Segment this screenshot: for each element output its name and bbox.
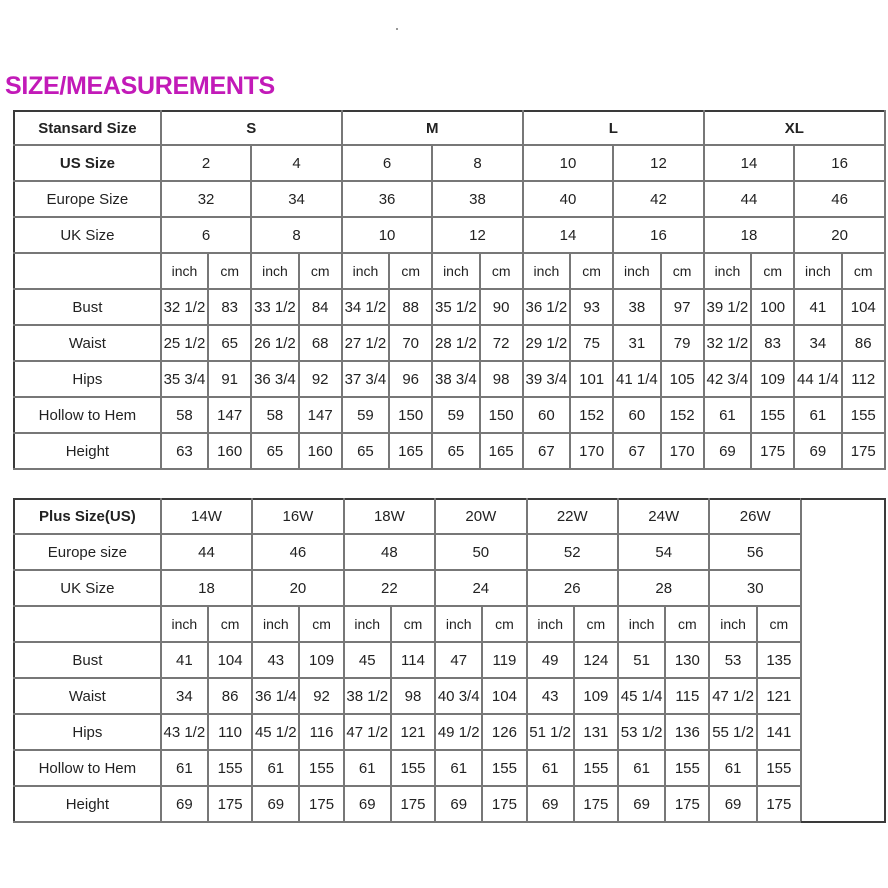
unit-header-row: [14, 253, 885, 289]
measurement-value: 69: [344, 786, 391, 822]
measurement-value: 155: [208, 750, 252, 786]
measurement-value: 70: [389, 325, 432, 361]
measurement-value: 150: [389, 397, 432, 433]
size-value: 14: [704, 145, 794, 181]
unit-label: cm: [757, 606, 801, 642]
size-value: 34: [251, 181, 342, 217]
measurement-value: 42 3/4: [704, 361, 751, 397]
measurement-value: 119: [482, 642, 526, 678]
plus-size-table: [13, 498, 802, 823]
measurement-value: 61: [252, 750, 299, 786]
measurement-value: 59: [342, 397, 389, 433]
unit-label: inch: [618, 606, 665, 642]
measurement-value: 116: [299, 714, 343, 750]
row-label: US Size: [14, 145, 161, 181]
measurement-value: 175: [299, 786, 343, 822]
measurement-value: 31: [613, 325, 660, 361]
measurement-value: 83: [208, 289, 251, 325]
measurement-value: 147: [208, 397, 251, 433]
measurement-row: [14, 714, 801, 750]
size-value: 6: [342, 145, 432, 181]
size-value: 2: [161, 145, 251, 181]
unit-label: cm: [665, 606, 709, 642]
measurement-value: 61: [161, 750, 208, 786]
measurement-value: 160: [299, 433, 342, 469]
size-value: 44: [704, 181, 794, 217]
measurement-value: 155: [665, 750, 709, 786]
measurement-value: 69: [618, 786, 665, 822]
unit-label: inch: [794, 253, 841, 289]
measurement-value: 69: [704, 433, 751, 469]
measurement-value: 104: [482, 678, 526, 714]
measurement-value: 26 1/2: [251, 325, 298, 361]
size-row: [14, 534, 801, 570]
unit-label: inch: [435, 606, 482, 642]
size-group-s: S: [161, 111, 342, 145]
measurement-value: 100: [751, 289, 794, 325]
plus-table-blank-area: [801, 498, 886, 823]
size-value: 56: [709, 534, 801, 570]
plus-size-22w: 22W: [527, 499, 618, 534]
measurement-value: 109: [299, 642, 343, 678]
measurement-value: 67: [523, 433, 570, 469]
measurement-value: 65: [432, 433, 479, 469]
size-value: 8: [432, 145, 522, 181]
measurement-row: [14, 289, 885, 325]
measurement-value: 155: [751, 397, 794, 433]
size-value: 42: [613, 181, 704, 217]
unit-label: inch: [704, 253, 751, 289]
row-label: UK Size: [14, 570, 161, 606]
measurement-value: 124: [574, 642, 618, 678]
measurement-value: 92: [299, 678, 343, 714]
size-group-m: M: [342, 111, 523, 145]
measurement-value: 147: [299, 397, 342, 433]
measurement-value: 39 1/2: [704, 289, 751, 325]
measurement-row: [14, 750, 801, 786]
measurement-value: 141: [757, 714, 801, 750]
page-title: SIZE/MEASUREMENTS: [5, 72, 275, 100]
size-value: 4: [251, 145, 342, 181]
unit-label: inch: [161, 606, 208, 642]
unit-label: inch: [527, 606, 574, 642]
unit-label: cm: [482, 606, 526, 642]
measurement-value: 60: [523, 397, 570, 433]
size-value: 40: [523, 181, 613, 217]
measurement-value: 92: [299, 361, 342, 397]
size-value: 48: [344, 534, 435, 570]
unit-header-row: [14, 606, 801, 642]
measurement-value: 43: [527, 678, 574, 714]
measurement-value: 104: [208, 642, 252, 678]
measurement-value: 79: [661, 325, 704, 361]
measurement-row: [14, 642, 801, 678]
measurement-value: 175: [665, 786, 709, 822]
measurement-value: 29 1/2: [523, 325, 570, 361]
measurement-value: 32 1/2: [704, 325, 751, 361]
size-value: 10: [342, 217, 432, 253]
measurement-value: 126: [482, 714, 526, 750]
size-value: 14: [523, 217, 613, 253]
measurement-value: 34: [161, 678, 208, 714]
size-group-l: L: [523, 111, 704, 145]
size-value: 30: [709, 570, 801, 606]
measurement-value: 96: [389, 361, 432, 397]
measurement-value: 61: [794, 397, 841, 433]
size-value: 18: [704, 217, 794, 253]
measurement-value: 39 3/4: [523, 361, 570, 397]
measurement-value: 165: [480, 433, 523, 469]
size-value: 54: [618, 534, 709, 570]
measurement-value: 69: [527, 786, 574, 822]
measurement-value: 40 3/4: [435, 678, 482, 714]
measurement-value: 72: [480, 325, 523, 361]
measurement-value: 28 1/2: [432, 325, 479, 361]
measurement-value: 61: [709, 750, 756, 786]
measurement-value: 105: [661, 361, 704, 397]
measurement-value: 115: [665, 678, 709, 714]
measurement-value: 41: [794, 289, 841, 325]
unit-label: cm: [661, 253, 704, 289]
size-row: [14, 181, 885, 217]
unit-label: inch: [251, 253, 298, 289]
measurement-label: Hollow to Hem: [14, 397, 161, 433]
measurement-value: 93: [570, 289, 613, 325]
size-value: 26: [527, 570, 618, 606]
measurement-value: 44 1/4: [794, 361, 841, 397]
measurement-value: 61: [435, 750, 482, 786]
measurement-value: 175: [208, 786, 252, 822]
measurement-value: 36 1/2: [523, 289, 570, 325]
measurement-value: 152: [570, 397, 613, 433]
measurement-value: 152: [661, 397, 704, 433]
measurement-value: 175: [574, 786, 618, 822]
measurement-value: 61: [704, 397, 751, 433]
measurement-label: Bust: [14, 642, 161, 678]
size-row: [14, 145, 885, 181]
measurement-value: 25 1/2: [161, 325, 208, 361]
size-value: 12: [613, 145, 704, 181]
measurement-value: 69: [435, 786, 482, 822]
measurement-value: 34: [794, 325, 841, 361]
unit-label: cm: [842, 253, 885, 289]
measurement-value: 69: [794, 433, 841, 469]
measurement-value: 59: [432, 397, 479, 433]
measurement-value: 155: [482, 750, 526, 786]
measurement-value: 41: [161, 642, 208, 678]
measurement-value: 109: [574, 678, 618, 714]
measurement-value: 47: [435, 642, 482, 678]
unit-label: cm: [208, 606, 252, 642]
measurement-value: 175: [482, 786, 526, 822]
measurement-label: Hips: [14, 714, 161, 750]
unit-label: cm: [389, 253, 432, 289]
size-group-xl: XL: [704, 111, 885, 145]
measurement-value: 98: [391, 678, 435, 714]
measurement-value: 101: [570, 361, 613, 397]
unit-label: inch: [709, 606, 756, 642]
plus-size-label: Plus Size(US): [14, 499, 161, 534]
measurement-value: 47 1/2: [344, 714, 391, 750]
measurement-value: 65: [342, 433, 389, 469]
measurement-value: 112: [842, 361, 885, 397]
measurement-value: 47 1/2: [709, 678, 756, 714]
measurement-value: 37 3/4: [342, 361, 389, 397]
measurement-value: 36 1/4: [252, 678, 299, 714]
size-value: 22: [344, 570, 435, 606]
unit-label: inch: [342, 253, 389, 289]
standard-size-label: Stansard Size: [14, 111, 161, 145]
measurement-value: 34 1/2: [342, 289, 389, 325]
unit-label: inch: [613, 253, 660, 289]
size-row: [14, 570, 801, 606]
measurement-value: 51: [618, 642, 665, 678]
measurement-value: 88: [389, 289, 432, 325]
size-value: 10: [523, 145, 613, 181]
measurement-label: Height: [14, 786, 161, 822]
measurement-value: 51 1/2: [527, 714, 574, 750]
measurement-value: 60: [613, 397, 660, 433]
measurement-value: 58: [161, 397, 208, 433]
measurement-value: 90: [480, 289, 523, 325]
measurement-value: 63: [161, 433, 208, 469]
measurement-value: 45 1/2: [252, 714, 299, 750]
size-value: 44: [161, 534, 252, 570]
measurement-value: 121: [757, 678, 801, 714]
measurement-value: 135: [757, 642, 801, 678]
measurement-row: [14, 397, 885, 433]
size-value: 20: [794, 217, 885, 253]
unit-label: cm: [480, 253, 523, 289]
size-value: 8: [251, 217, 342, 253]
measurement-value: 84: [299, 289, 342, 325]
measurement-value: 175: [751, 433, 794, 469]
measurement-value: 61: [618, 750, 665, 786]
measurement-value: 43 1/2: [161, 714, 208, 750]
size-value: 6: [161, 217, 251, 253]
measurement-value: 155: [391, 750, 435, 786]
measurement-value: 65: [208, 325, 251, 361]
measurement-value: 155: [299, 750, 343, 786]
measurement-value: 43: [252, 642, 299, 678]
measurement-value: 38 1/2: [344, 678, 391, 714]
measurement-value: 175: [757, 786, 801, 822]
measurement-row: [14, 433, 885, 469]
measurement-value: 69: [161, 786, 208, 822]
size-row: [14, 217, 885, 253]
measurement-value: 175: [391, 786, 435, 822]
measurement-value: 155: [842, 397, 885, 433]
size-value: 46: [252, 534, 343, 570]
unit-label: cm: [299, 253, 342, 289]
measurement-label: Waist: [14, 325, 161, 361]
measurement-value: 98: [480, 361, 523, 397]
standard-size-table: [13, 110, 886, 470]
measurement-value: 91: [208, 361, 251, 397]
measurement-value: 170: [570, 433, 613, 469]
measurement-value: 165: [389, 433, 432, 469]
unit-label: cm: [299, 606, 343, 642]
measurement-value: 45 1/4: [618, 678, 665, 714]
measurement-value: 61: [527, 750, 574, 786]
measurement-value: 175: [842, 433, 885, 469]
unit-label: cm: [574, 606, 618, 642]
measurement-label: Height: [14, 433, 161, 469]
unit-label: inch: [344, 606, 391, 642]
measurement-value: 53 1/2: [618, 714, 665, 750]
measurement-value: 155: [757, 750, 801, 786]
size-value: 38: [432, 181, 522, 217]
size-value: 16: [794, 145, 885, 181]
measurement-value: 58: [251, 397, 298, 433]
measurement-value: 150: [480, 397, 523, 433]
measurement-value: 69: [252, 786, 299, 822]
measurement-value: 86: [208, 678, 252, 714]
plus-size-24w: 24W: [618, 499, 709, 534]
plus-size-header-row: [14, 499, 801, 534]
measurement-value: 130: [665, 642, 709, 678]
measurement-value: 61: [344, 750, 391, 786]
size-value: 28: [618, 570, 709, 606]
measurement-value: 136: [665, 714, 709, 750]
measurement-value: 69: [709, 786, 756, 822]
measurement-value: 33 1/2: [251, 289, 298, 325]
row-label: Europe Size: [14, 181, 161, 217]
measurement-value: 49 1/2: [435, 714, 482, 750]
measurement-row: [14, 678, 801, 714]
measurement-value: 110: [208, 714, 252, 750]
measurement-value: 109: [751, 361, 794, 397]
measurement-value: 160: [208, 433, 251, 469]
unit-header-blank: [14, 606, 161, 642]
plus-size-14w: 14W: [161, 499, 252, 534]
size-value: 46: [794, 181, 885, 217]
measurement-value: 68: [299, 325, 342, 361]
measurement-value: 32 1/2: [161, 289, 208, 325]
unit-label: cm: [570, 253, 613, 289]
measurement-value: 131: [574, 714, 618, 750]
measurement-value: 53: [709, 642, 756, 678]
measurement-value: 121: [391, 714, 435, 750]
measurement-value: 86: [842, 325, 885, 361]
measurement-row: [14, 786, 801, 822]
stray-dot: [396, 28, 398, 30]
unit-label: cm: [391, 606, 435, 642]
measurement-value: 38 3/4: [432, 361, 479, 397]
measurement-row: [14, 361, 885, 397]
measurement-value: 104: [842, 289, 885, 325]
unit-label: cm: [208, 253, 251, 289]
plus-size-20w: 20W: [435, 499, 526, 534]
measurement-value: 41 1/4: [613, 361, 660, 397]
size-value: 32: [161, 181, 251, 217]
measurement-value: 155: [574, 750, 618, 786]
measurement-value: 55 1/2: [709, 714, 756, 750]
unit-label: cm: [751, 253, 794, 289]
unit-label: inch: [161, 253, 208, 289]
plus-size-16w: 16W: [252, 499, 343, 534]
unit-label: inch: [432, 253, 479, 289]
measurement-value: 35 3/4: [161, 361, 208, 397]
measurement-label: Hips: [14, 361, 161, 397]
size-value: 12: [432, 217, 522, 253]
measurement-label: Hollow to Hem: [14, 750, 161, 786]
measurement-value: 38: [613, 289, 660, 325]
plus-size-18w: 18W: [344, 499, 435, 534]
measurement-value: 27 1/2: [342, 325, 389, 361]
measurement-value: 65: [251, 433, 298, 469]
size-value: 50: [435, 534, 526, 570]
row-label: Europe size: [14, 534, 161, 570]
size-value: 24: [435, 570, 526, 606]
row-label: UK Size: [14, 217, 161, 253]
measurement-value: 67: [613, 433, 660, 469]
measurement-value: 36 3/4: [251, 361, 298, 397]
measurement-row: [14, 325, 885, 361]
measurement-value: 49: [527, 642, 574, 678]
unit-label: inch: [523, 253, 570, 289]
unit-header-blank: [14, 253, 161, 289]
measurement-label: Bust: [14, 289, 161, 325]
size-value: 36: [342, 181, 432, 217]
measurement-value: 75: [570, 325, 613, 361]
measurement-value: 114: [391, 642, 435, 678]
measurement-value: 35 1/2: [432, 289, 479, 325]
measurement-value: 97: [661, 289, 704, 325]
plus-size-26w: 26W: [709, 499, 801, 534]
size-value: 18: [161, 570, 252, 606]
size-value: 52: [527, 534, 618, 570]
unit-label: inch: [252, 606, 299, 642]
size-value: 20: [252, 570, 343, 606]
size-value: 16: [613, 217, 704, 253]
size-group-header-row: [14, 111, 885, 145]
measurement-value: 83: [751, 325, 794, 361]
measurement-value: 170: [661, 433, 704, 469]
measurement-label: Waist: [14, 678, 161, 714]
measurement-value: 45: [344, 642, 391, 678]
